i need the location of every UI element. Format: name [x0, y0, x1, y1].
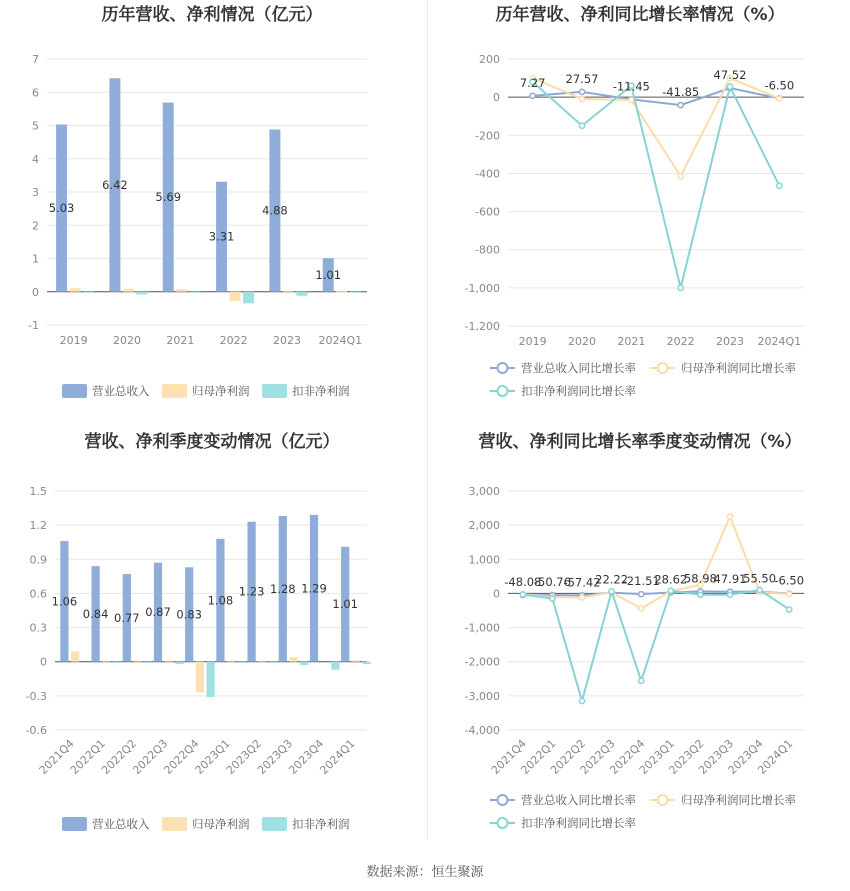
- y-tick-label: 3: [32, 186, 39, 199]
- x-tick-label: 2023Q2: [666, 736, 707, 777]
- bar-归母净利润: [71, 651, 79, 661]
- legend-marker: [658, 795, 668, 805]
- line-data-label: -41.85: [662, 85, 700, 100]
- legend-label: 扣非净利润同比增长率: [521, 816, 636, 830]
- y-tick-label: 1.2: [29, 519, 47, 533]
- series-point: [520, 592, 525, 597]
- line-data-label: -6.50: [764, 78, 795, 93]
- legend-swatch: [162, 384, 187, 398]
- line-data-label: -48.08: [504, 575, 542, 590]
- chart-svg: [428, 425, 850, 855]
- line-data-label: 7.27: [519, 75, 546, 90]
- line-data-label: 55.50: [743, 571, 777, 586]
- x-tick-label: 2022Q1: [518, 736, 559, 777]
- bar-归母净利润: [336, 291, 347, 292]
- bar-归母净利润: [283, 291, 294, 292]
- bar-data-label: 6.42: [102, 178, 128, 193]
- series-line-归母净利润同比增长率: [533, 78, 780, 176]
- bar-data-label: 0.84: [82, 606, 109, 621]
- chart-svg: [0, 0, 425, 430]
- bar-data-label: 1.06: [51, 594, 78, 609]
- bar-归母净利润: [102, 661, 110, 662]
- bar-扣非净利润: [269, 662, 277, 663]
- bar-归母净利润: [70, 288, 81, 292]
- legend-label: 归母净利润同比增长率: [681, 793, 796, 807]
- legend-label: 营业总收入: [92, 817, 150, 831]
- x-tick-label: 2022: [219, 334, 248, 347]
- x-tick-label: 2023Q1: [636, 736, 677, 777]
- bar-扣非净利润: [238, 662, 246, 663]
- series-point: [727, 84, 732, 89]
- bar-data-label: 0.87: [145, 605, 171, 620]
- bar-归母净利润: [289, 657, 297, 662]
- y-tick-label: 2: [32, 219, 39, 233]
- y-tick-label: 5: [32, 119, 39, 133]
- bar-归母净利润: [165, 661, 173, 662]
- series-point: [727, 514, 732, 519]
- series-point: [579, 123, 584, 128]
- chart-legend: [490, 361, 796, 398]
- y-tick-label: -1,000: [464, 281, 500, 295]
- series-point: [579, 96, 584, 101]
- y-tick-label: 0: [32, 285, 39, 299]
- legend-label: 营业总收入: [92, 384, 150, 398]
- bar-扣非净利润: [83, 292, 94, 293]
- x-tick-label: 2023Q4: [286, 736, 327, 777]
- y-tick-label: -800: [475, 243, 500, 257]
- legend-swatch: [62, 384, 87, 398]
- line-data-label: -21.51: [622, 574, 660, 589]
- x-tick-label: 2024Q1: [757, 335, 802, 348]
- bar-data-label: 1.28: [270, 581, 296, 596]
- bar-data-label: 1.08: [207, 593, 234, 608]
- line-data-label: -57.42: [563, 575, 601, 590]
- legend-label: 归母净利润同比增长率: [681, 361, 796, 375]
- series-line-扣非净利润同比增长率: [523, 590, 789, 701]
- bar-扣非净利润: [300, 662, 308, 665]
- bar-data-label: 3.31: [208, 229, 235, 244]
- y-tick-label: -600: [475, 205, 500, 219]
- legend-label: 归母净利润: [192, 817, 250, 831]
- series-point: [639, 606, 644, 611]
- chart-title: 历年营收、净利同比增长率情况（%）: [495, 5, 785, 25]
- bar-扣非净利润: [296, 292, 307, 296]
- bar-归母净利润: [352, 661, 360, 662]
- y-tick-label: 2,000: [468, 519, 500, 533]
- line-data-label: 27.57: [565, 71, 599, 86]
- chart-svg: [0, 425, 425, 855]
- bar-data-label: 1.01: [332, 597, 359, 612]
- x-tick-label: 2020: [568, 335, 596, 348]
- y-tick-label: -200: [475, 129, 500, 143]
- bar-扣非净利润: [190, 292, 201, 293]
- x-tick-label: 2022Q1: [67, 736, 108, 777]
- x-tick-label: 2022Q4: [607, 736, 648, 777]
- legend-marker: [498, 818, 508, 828]
- series-line-扣非净利润同比增长率: [533, 82, 780, 288]
- series-point: [639, 678, 644, 683]
- legend-swatch: [262, 817, 287, 831]
- series-point: [777, 96, 782, 101]
- y-tick-label: -1,000: [464, 621, 500, 635]
- x-tick-label: 2021Q4: [36, 736, 77, 777]
- line-data-label: 58.98: [683, 571, 717, 586]
- y-tick-label: 0.3: [29, 621, 47, 635]
- y-tick-label: 0.9: [29, 553, 47, 567]
- x-tick-label: 2019: [518, 335, 547, 348]
- bar-扣非净利润: [350, 292, 361, 293]
- legend-label: 扣非净利润: [292, 384, 350, 398]
- series-point: [678, 103, 683, 108]
- legend-marker: [498, 795, 508, 805]
- bar-data-label: 1.29: [301, 581, 327, 596]
- x-tick-label: 2022Q3: [577, 736, 618, 777]
- x-tick-label: 2022Q4: [161, 736, 202, 777]
- bar-data-label: 1.01: [315, 267, 342, 282]
- y-tick-label: -2,000: [464, 655, 500, 669]
- series-point: [787, 592, 792, 597]
- y-tick-label: -400: [475, 167, 500, 181]
- series-point: [698, 592, 703, 597]
- bar-归母净利润: [227, 661, 235, 662]
- y-tick-label: 6: [32, 86, 39, 100]
- x-tick-label: 2021: [166, 334, 195, 347]
- x-tick-label: 2023Q4: [725, 736, 766, 777]
- bar-归母净利润: [230, 292, 241, 301]
- x-tick-label: 2023: [716, 335, 744, 348]
- series-point: [678, 285, 683, 290]
- series-point: [550, 596, 555, 601]
- bar-归母净利润: [123, 289, 134, 292]
- x-tick-label: 2021Q4: [488, 736, 529, 777]
- series-point: [787, 607, 792, 612]
- y-tick-label: 4: [32, 152, 39, 166]
- y-tick-label: -0.6: [25, 724, 47, 737]
- series-point: [579, 89, 584, 94]
- line-data-label: 47.52: [713, 68, 747, 83]
- bar-扣非净利润: [136, 292, 147, 295]
- line-data-label: 22.22: [595, 572, 629, 587]
- y-tick-label: 1.5: [29, 485, 47, 498]
- legend-label: 扣非净利润同比增长率: [521, 384, 636, 398]
- series-point: [530, 93, 535, 98]
- bar-归母净利润: [258, 661, 266, 662]
- legend-marker: [498, 363, 508, 373]
- y-tick-label: 200: [479, 53, 500, 66]
- legend-swatch: [62, 817, 87, 831]
- bar-data-label: 0.77: [114, 610, 140, 625]
- series-point: [609, 589, 614, 594]
- bar-data-label: 5.69: [155, 190, 182, 205]
- x-tick-label: 2023Q1: [192, 736, 233, 777]
- bar-扣非净利润: [243, 292, 254, 304]
- bar-扣非净利润: [207, 662, 215, 697]
- series-point: [639, 592, 644, 597]
- y-tick-label: 7: [32, 53, 39, 66]
- y-tick-label: -0.3: [25, 689, 47, 703]
- x-tick-label: 2023Q3: [255, 736, 296, 777]
- x-tick-label: 2020: [113, 334, 141, 347]
- y-tick-label: 0: [493, 587, 500, 601]
- chart-title: 营收、净利季度变动情况（亿元）: [84, 432, 340, 452]
- line-data-label: 28.62: [654, 572, 688, 587]
- y-tick-label: -4,000: [464, 724, 500, 737]
- chart-legend: [62, 817, 350, 831]
- annual-revenue-profit-chart: [0, 0, 425, 430]
- bar-扣非净利润: [363, 662, 371, 664]
- x-tick-label: 2022: [666, 335, 695, 348]
- series-point: [579, 698, 584, 703]
- chart-legend: [62, 384, 350, 398]
- y-tick-label: 3,000: [468, 485, 500, 498]
- bar-扣非净利润: [175, 662, 183, 664]
- bar-data-label: 0.83: [176, 607, 203, 622]
- y-tick-label: -1,200: [464, 320, 500, 333]
- line-data-label: -11.45: [612, 79, 650, 94]
- bar-归母净利润: [176, 289, 187, 292]
- x-tick-label: 2024Q1: [318, 334, 363, 347]
- x-tick-label: 2022Q2: [99, 736, 140, 777]
- x-tick-label: 2023Q2: [223, 736, 264, 777]
- x-tick-label: 2023: [273, 334, 301, 347]
- chart-title: 营收、净利同比增长率季度变动情况（%）: [478, 432, 802, 452]
- y-tick-label: -3,000: [464, 689, 500, 703]
- series-point: [579, 595, 584, 600]
- y-tick-label: 0: [40, 655, 47, 669]
- bar-data-label: 4.88: [262, 203, 288, 218]
- bar-data-label: 5.03: [48, 201, 75, 216]
- chart-svg: [428, 0, 850, 430]
- legend-swatch: [162, 817, 187, 831]
- x-tick-label: 2022Q2: [548, 736, 589, 777]
- series-point: [757, 587, 762, 592]
- x-tick-label: 2024Q1: [317, 736, 358, 777]
- y-tick-label: 1: [32, 252, 39, 266]
- legend-marker: [658, 363, 668, 373]
- bar-扣非净利润: [113, 662, 121, 663]
- chart-legend: [490, 793, 796, 830]
- y-tick-label: -1: [28, 319, 39, 332]
- bar-归母净利润: [133, 661, 141, 662]
- quarterly-growth-rate-chart: [428, 425, 850, 855]
- line-data-label: -6.50: [774, 573, 805, 588]
- y-tick-label: 0: [493, 91, 500, 105]
- x-tick-label: 2024Q1: [755, 736, 796, 777]
- line-data-label: -50.76: [533, 575, 571, 590]
- y-tick-label: 1,000: [468, 553, 500, 567]
- bar-扣非净利润: [331, 662, 339, 670]
- bar-扣非净利润: [144, 662, 152, 663]
- legend-swatch: [262, 384, 287, 398]
- bar-归母净利润: [196, 662, 204, 693]
- series-line-营业总收入同比增长率: [533, 88, 780, 105]
- chart-title: 历年营收、净利情况（亿元）: [101, 5, 323, 25]
- legend-label: 营业总收入同比增长率: [521, 361, 636, 375]
- quarterly-revenue-profit-chart: [0, 425, 425, 855]
- series-point: [727, 592, 732, 597]
- series-point: [777, 183, 782, 188]
- annual-growth-rate-chart: [428, 0, 850, 430]
- legend-label: 扣非净利润: [292, 817, 350, 831]
- data-source: 数据来源：恒生聚源: [366, 864, 484, 879]
- legend-label: 营业总收入同比增长率: [521, 793, 636, 807]
- x-tick-label: 2019: [59, 334, 88, 347]
- bar-data-label: 1.23: [238, 584, 265, 599]
- series-point: [629, 97, 634, 102]
- x-tick-label: 2022Q3: [130, 736, 171, 777]
- line-data-label: 47.91: [713, 571, 747, 586]
- legend-marker: [498, 386, 508, 396]
- legend-label: 归母净利润: [192, 384, 250, 398]
- series-point: [668, 588, 673, 593]
- series-point: [678, 174, 683, 179]
- x-tick-label: 2023Q3: [696, 736, 737, 777]
- x-tick-label: 2021: [617, 335, 646, 348]
- y-tick-label: 0.6: [29, 587, 47, 601]
